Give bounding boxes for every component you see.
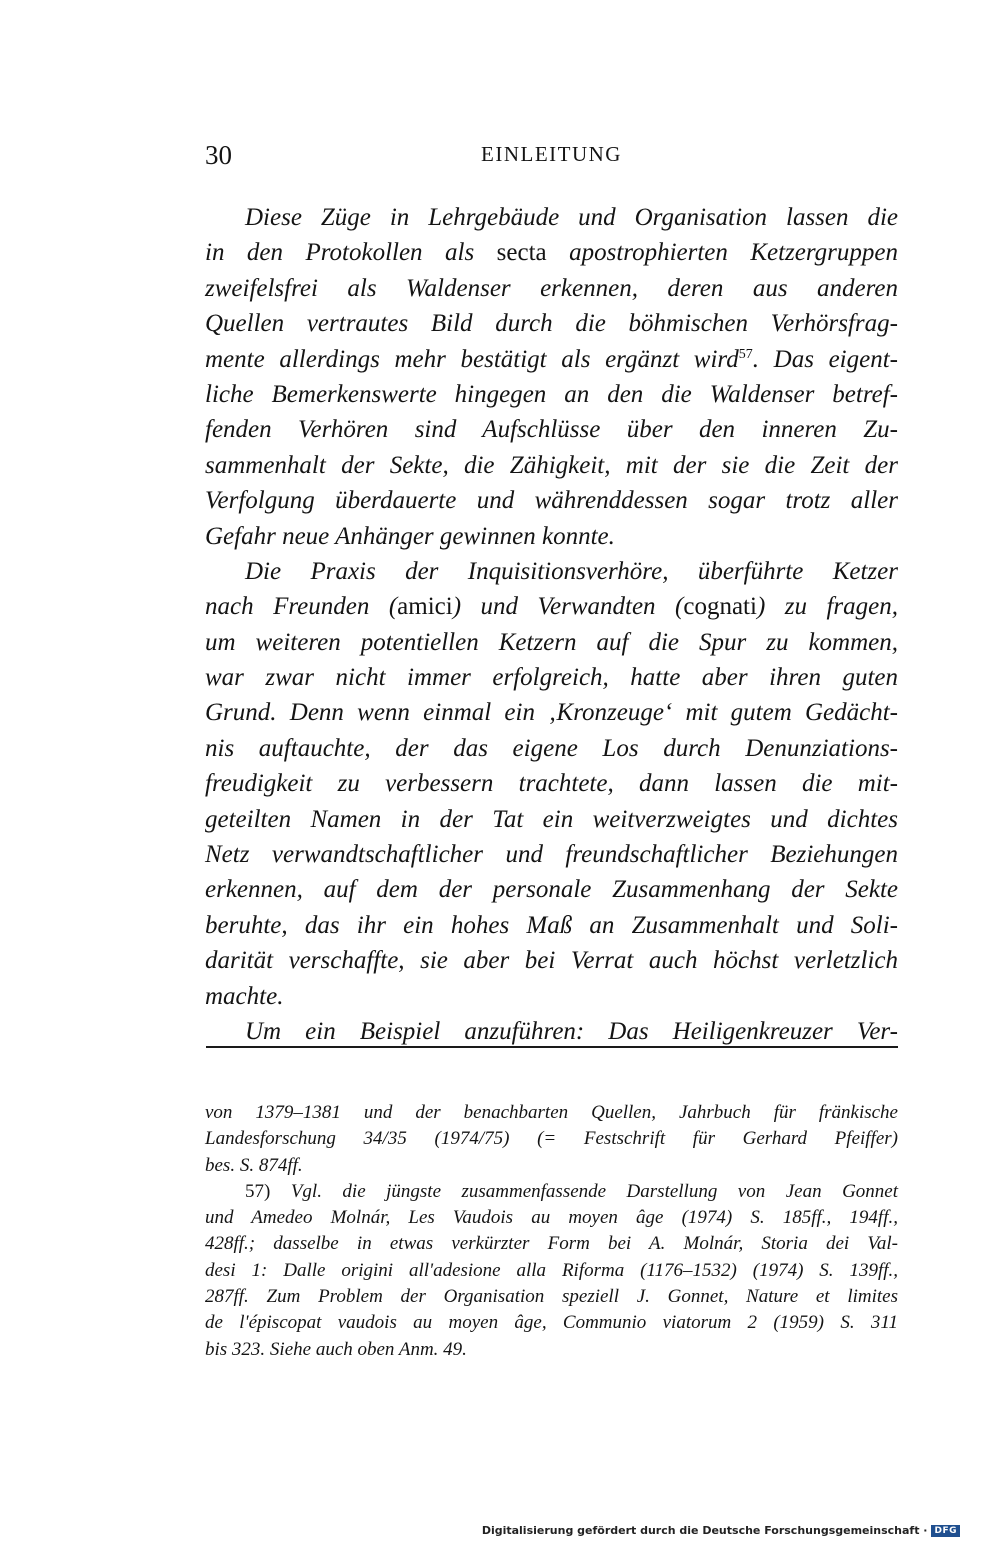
footnote-line: desi 1: Dalle origini all'adesione alla Riforma (1176–1532) (1974) S. 139ff., [205,1259,898,1281]
main-text [205,200,898,1049]
footnote-reference: 57 [738,346,753,362]
footnote-line [205,1179,898,1205]
text-line: liche Bemerkenswerte hingegen an den die Waldenser betref- [205,380,898,408]
text-segment: in den Protokollen als [205,239,475,267]
text-segment: . Das eigent- [752,345,898,373]
roman-term: amici [397,593,453,621]
text-segment: nach Freunden ( [205,593,398,621]
credit-text: Digitalisierung gefördert durch die Deutsche Forschungsgemeinschaft · [481,1524,928,1537]
footnote-line: von 1379–1381 und der benachbarten Quellen, Jahrbuch für fränkische [205,1102,898,1123]
text-segment: ) zu fragen, [756,593,899,621]
digitization-credit [482,1524,960,1537]
footnote-line: und Amedeo Molnár, Les Vaudois au moyen âge (1974) S. 185ff., 194ff., [205,1207,898,1229]
footnote-line: Landesforschung 34/35 (1974/75) (= Festschrift für Gerhard Pfeiffer) [205,1128,898,1150]
text-line: Grund. Denn wenn einmal ein ‚Kronzeuge‘ mit gutem Gedächt- [205,699,898,727]
text-line: Diese Züge in Lehrgebäude und Organisation lassen die [245,204,898,231]
text-line [205,589,898,624]
text-line: darität verschaffte, sie aber bei Verrat auch höchst verletzlich [205,947,898,975]
footnotes [205,1100,898,1363]
footnote-line: bes. S. 874ff. [205,1154,303,1176]
text-line: Quellen vertrautes Bild durch die böhmischen Verhörsfrag- [205,310,898,338]
text-line: Die Praxis der Inquisitionsverhöre, überführte Ketzer [245,557,898,585]
text-line: sammenhalt der Sekte, die Zähigkeit, mit der sie die Zeit der [205,451,898,479]
text-line: war zwar nicht immer erfolgreich, hatte aber ihren guten [205,664,898,692]
running-head: EINLEITUNG [481,142,622,166]
text-line: Gefahr neue Anhänger gewinnen konnte. [205,522,615,550]
text-segment: Vgl. die jüngste zusammenfassende Darstellung von Jean Gonnet [290,1180,899,1202]
text-segment: mente allerdings mehr bestätigt als ergänzt wird [205,345,739,373]
text-line: fenden Verhören sind Aufschlüsse über den inneren Zu- [205,416,898,444]
dfg-logo: DFG [931,1525,960,1537]
text-line: Um ein Beispiel anzuführen: Das Heiligenkreuzer Ver- [245,1017,898,1045]
footnote-separator [206,1046,898,1048]
text-line: um weiteren potentiellen Ketzern auf die Spur zu kommen, [205,628,898,656]
text-line: machte. [205,982,284,1010]
text-line: Netz verwandtschaftlicher und freundschaftlicher Beziehungen [205,841,898,869]
text-line: zweifelsfrei als Waldenser erkennen, deren aus anderen [205,274,898,302]
footnote-line: de l'épiscopat vaudois au moyen âge, Communio viatorum 2 (1959) S. 311 [205,1312,898,1334]
page-header [205,140,898,176]
text-line: Verfolgung überdauerte und währenddessen sogar trotz aller [205,487,898,515]
text-line: beruhte, das ihr ein hohes Maß an Zusammenhalt und Soli- [205,911,898,939]
text-line [205,342,898,377]
text-line: nis auftauchte, der das eigene Los durch Denunziations- [205,734,898,762]
text-segment: apostrophierten Ketzergruppen [569,239,899,267]
text-segment: ) und Verwandten ( [452,593,684,621]
text-line: freudigkeit zu verbessern trachtete, dann lassen die mit- [205,770,898,798]
footnote-line: 428ff.; dasselbe in etwas verkürzter Form bei A. Molnár, Storia dei Val- [205,1233,898,1255]
footnote-line: bis 323. Siehe auch oben Anm. 49. [205,1338,467,1360]
footnote-line: 287ff. Zum Problem der Organisation speziell J. Gonnet, Nature et limites [205,1286,898,1308]
roman-term: cognati [683,593,757,621]
text-line: geteilten Namen in der Tat ein weitverzweigtes und dichtes [205,805,898,833]
footnote-marker: 57) [245,1180,271,1202]
text-line [205,235,898,270]
roman-term: secta [496,239,547,267]
text-line: erkennen, auf dem der personale Zusammenhang der Sekte [205,876,898,904]
page-number: 30 [205,140,232,170]
